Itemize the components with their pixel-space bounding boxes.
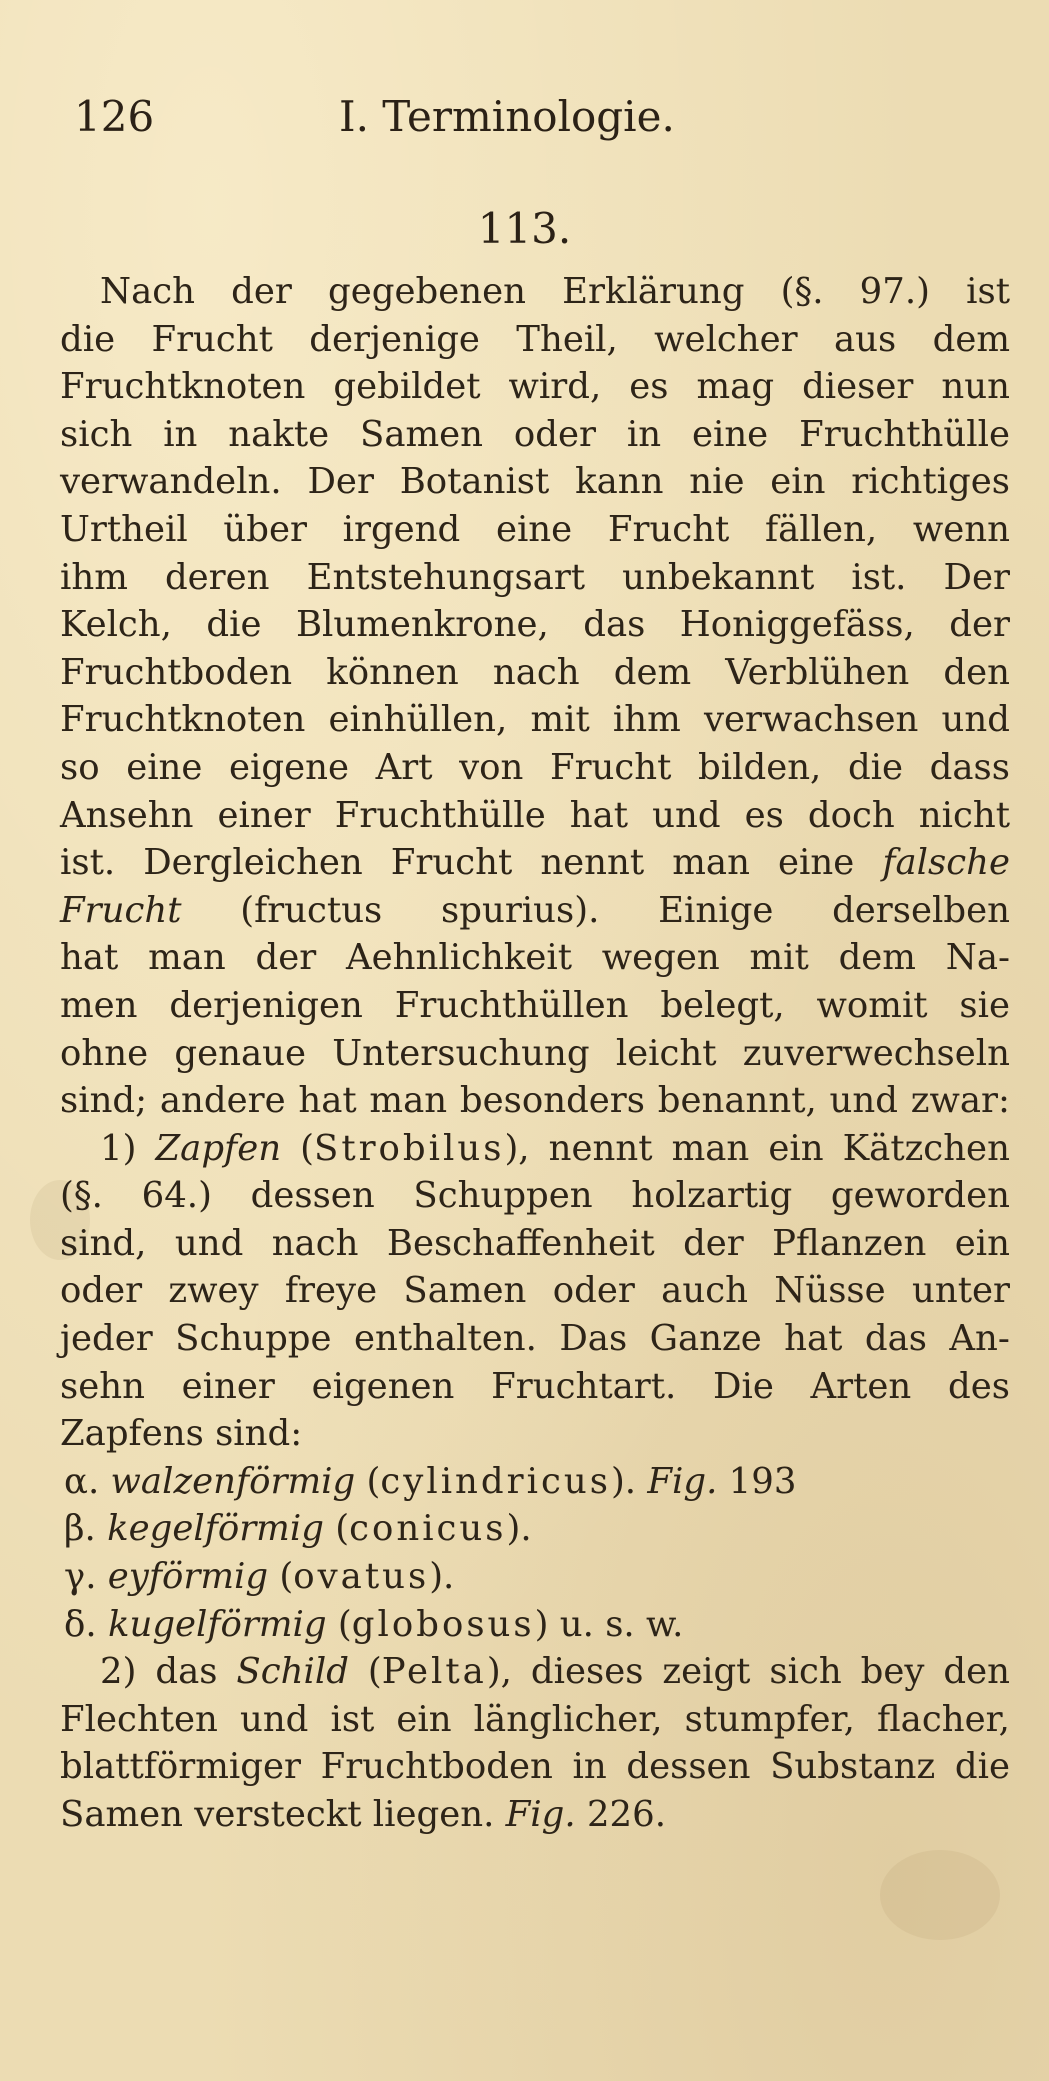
body-text [60,268,1010,1839]
word: besonders [459,1080,645,1122]
text-line [60,1077,1010,1125]
word: können [326,651,459,693]
text-run: ( [355,1460,381,1502]
text-line [60,411,1010,459]
word: 64.) [141,1175,212,1217]
word: blattförmiger [60,1746,301,1788]
text-run: δ. [64,1603,108,1645]
word: nach [492,651,580,693]
word: Frucht [390,842,513,884]
word: jeder [60,1318,153,1360]
text-line [60,1696,1010,1744]
word: nie [689,461,745,503]
text-line [60,1601,1010,1649]
word: Arten [810,1365,912,1407]
word: in [163,413,198,455]
word: hat [569,794,629,836]
text-line [60,601,1010,649]
word: geworden [830,1175,1010,1217]
word: gebildet [333,366,481,408]
word: andere [159,1080,286,1122]
word: Kätzchen [842,1127,1010,1169]
word: sehn [60,1365,145,1407]
word: das [864,1318,927,1360]
word: Der [943,556,1010,598]
word: Botanist [399,461,550,503]
word: doch [807,794,895,836]
word: hat [298,1080,357,1122]
word: Verblühen [725,651,910,693]
word: Ganze [649,1318,762,1360]
word: richtiges [851,461,1010,503]
word: man [148,937,226,979]
text-line [60,934,1010,982]
word: ist. [851,556,907,598]
text-run: conicus [349,1508,507,1550]
word: Einige [658,889,774,931]
word: sich [60,413,133,455]
word: 1) [100,1127,137,1169]
word: sie [959,984,1010,1026]
word: ist [966,271,1010,312]
word: Das [559,1318,628,1360]
word: zuverwechseln [742,1032,1010,1074]
word: das [155,1651,218,1693]
word: eigene [229,746,349,788]
word: belegt, [660,984,785,1026]
word: dem [838,937,916,979]
text-line [60,1363,1010,1411]
word: Untersuchung [332,1032,590,1074]
word: Frucht [549,746,672,788]
word: Samen [403,1270,527,1312]
word: mit [749,937,809,979]
word: Na- [945,937,1010,979]
word: länglicher, [473,1698,663,1740]
word: mit [530,699,590,741]
text-run: ). [610,1460,648,1502]
word: nicht [918,794,1010,836]
word: benannt, [657,1080,817,1122]
text-line [60,887,1010,935]
word: dass [929,746,1010,788]
word: womit [816,984,928,1026]
word: einhüllen, [328,699,508,741]
word: 97.) [859,271,930,312]
word: Nüsse [774,1270,886,1312]
text-run: kegelförmig [107,1508,324,1550]
text-line [60,1267,1010,1315]
text-line [60,1410,1010,1458]
word: Ansehn [60,794,194,836]
word: Theil, [516,318,618,360]
word: in [572,1746,607,1788]
word: oder [552,1270,635,1312]
text-line [60,696,1010,744]
text-run: α. [64,1460,111,1502]
word: zwar: [910,1080,1010,1122]
word: Zapfen [155,1127,282,1169]
word: Schild [236,1651,349,1693]
word: nun [941,366,1010,408]
word: verwachsen [703,699,919,741]
word: dieses [530,1651,644,1693]
word: ihm [612,699,681,741]
word: ein [768,1127,824,1169]
word: die [847,746,904,788]
running-header [74,92,1014,152]
word: sind, [60,1222,147,1264]
word: Fruchtboden [60,651,293,693]
word: genaue [174,1032,306,1074]
word: eine [691,413,769,455]
word: Aehnlichkeit [346,937,572,979]
word: Fruchtknoten [60,366,306,408]
word: welcher [654,318,798,360]
word: das [583,604,646,646]
word: Art [375,746,433,788]
word: derjenige [309,318,480,360]
word: Pflanzen [772,1222,927,1264]
word: Schuppe [175,1318,332,1360]
word: bey [860,1651,925,1693]
word: (§. [60,1175,103,1217]
word: freye [284,1270,378,1312]
section-title: I. Terminologie. [339,92,675,141]
text-run: ovatus [293,1556,430,1598]
word: es [629,366,669,408]
text-run: 193 [717,1460,797,1502]
word: des [948,1365,1010,1407]
text-line [60,316,1010,364]
word: nennt [540,842,645,884]
section-number: 113. [477,204,572,253]
word: eigenen [311,1365,455,1407]
word: Fruchthülle [334,794,546,836]
word: wenn [912,508,1010,550]
word: unbekannt [622,556,815,598]
text-line [60,1458,1010,1506]
word: ist [330,1698,375,1740]
word: eine [495,508,573,550]
text-run: 226. [575,1794,666,1835]
text-line [60,1505,1010,1553]
word: men [60,984,138,1026]
word: ein [770,461,826,503]
word: verwandeln. [60,461,282,503]
word: und [652,794,721,836]
word: Flechten [60,1698,218,1740]
word: Frucht [60,889,182,931]
word: und [239,1698,309,1740]
text-line [60,1791,1010,1839]
word: falsche [882,842,1010,884]
word: Nach [100,271,195,312]
word: Die [713,1365,774,1407]
text-run: Zapfens sind: [60,1413,303,1455]
word: Honiggefäss, [679,604,915,646]
word: dem [932,318,1010,360]
text-line [60,1648,1010,1696]
word: der [255,937,317,979]
text-run: Fig. [647,1460,718,1502]
text-line [60,1553,1010,1601]
word: oder [513,413,596,455]
word: nach [271,1222,359,1264]
word: der [683,1222,744,1264]
word: derjenigen [169,984,363,1026]
text-run: cylindricus [380,1460,611,1502]
word: leicht [615,1032,717,1074]
word: eine [126,746,203,788]
word: Beschaffenheit [386,1222,655,1264]
word: Entstehungsart [306,556,586,598]
word: dem [613,651,692,693]
text-run: Fig. [505,1794,576,1835]
word: Substanz [770,1746,936,1788]
word: hat [784,1318,843,1360]
word: (Pelta), [367,1651,512,1693]
word: der [949,604,1010,646]
text-line [60,458,1010,506]
word: und [829,1080,898,1122]
word: Fruchthüllen [394,984,629,1026]
word: Kelch, [60,604,172,646]
word: (Strobilus), [300,1127,530,1169]
word: von [459,746,524,788]
word: Fruchtart. [491,1365,677,1407]
word: man [671,1127,750,1169]
word: der [231,271,292,312]
text-line [60,1172,1010,1220]
word: Samen [360,413,484,455]
text-run: globosus [351,1603,535,1645]
text-line [60,506,1010,554]
word: enthalten. [353,1318,537,1360]
word: ein [954,1222,1010,1264]
word: spurius). [441,889,600,931]
text-line [60,1315,1010,1363]
word: den [943,651,1010,693]
word: sich [769,1651,842,1693]
text-line [60,1125,1010,1173]
word: eine [778,842,855,884]
word: wird, [508,366,602,408]
word: auch [661,1270,748,1312]
word: es [744,794,784,836]
word: man [369,1080,448,1122]
word: Frucht [607,508,730,550]
word: deren [164,556,270,598]
text-run: ) u. s. w. [534,1603,684,1645]
word: so [60,746,100,788]
paper-stain [880,1850,1000,1940]
word: den [943,1651,1010,1693]
word: zeigt [662,1651,751,1693]
text-run: ( [326,1603,352,1645]
text-line [60,792,1010,840]
word: nakte [228,413,330,455]
text-line [60,268,1010,316]
word: Blumenkrone, [295,604,549,646]
page-number: 126 [74,92,155,141]
word: und [941,699,1010,741]
text-run: β. [64,1508,108,1550]
word: Schuppen [413,1175,593,1217]
word: die [60,318,116,360]
text-run: ( [323,1508,350,1550]
word: Frucht [151,318,273,360]
word: derselben [832,889,1010,931]
text-run: Samen versteckt liegen. [60,1794,506,1835]
word: man [672,842,750,884]
word: Urtheil [60,508,188,550]
word: wegen [601,937,720,979]
text-line [60,554,1010,602]
word: die [206,604,262,646]
word: An- [949,1318,1010,1360]
text-run: ( [268,1556,294,1598]
word: ein [396,1698,452,1740]
text-run: γ. [64,1556,108,1598]
word: die [954,1746,1010,1788]
word: nennt [548,1127,653,1169]
word: Erklärung [562,271,745,312]
word: in [626,413,662,455]
text-line [60,1030,1010,1078]
word: mag [696,366,775,408]
word: Der [307,461,374,503]
word: bilden, [698,746,822,788]
word: unter [911,1270,1010,1312]
word: (§. [780,271,824,312]
word: Fruchthülle [799,413,1010,455]
word: irgend [342,508,461,550]
word: kann [575,461,664,503]
word: fällen, [764,508,878,550]
text-line [60,1743,1010,1791]
word: Dergleichen [143,842,363,884]
word: aus [834,318,897,360]
word: 2) [100,1651,137,1693]
word: holzartig [631,1175,793,1217]
word: flacher, [876,1698,1010,1740]
text-line [60,839,1010,887]
word: einer [181,1365,275,1407]
word: zwey [168,1270,259,1312]
word: ist. [60,842,116,884]
text-run: ). [429,1556,455,1598]
word: hat [60,937,119,979]
text-line [60,744,1010,792]
text-run: kugelförmig [107,1603,327,1645]
text-run: ). [506,1508,532,1550]
word: über [223,508,307,550]
word: ihm [60,556,128,598]
word: (fructus [240,889,383,931]
text-run: walzenförmig [110,1460,356,1502]
word: und [174,1222,244,1264]
word: oder [60,1270,143,1312]
text-line [60,1220,1010,1268]
word: dieser [802,366,914,408]
word: stumpfer, [684,1698,855,1740]
word: dessen [626,1746,751,1788]
word: ohne [60,1032,149,1074]
text-line [60,363,1010,411]
word: sind; [60,1080,148,1122]
word: Fruchtboden [320,1746,553,1788]
text-run: eyförmig [107,1556,269,1598]
word: dessen [250,1175,375,1217]
word: Fruchtknoten [60,699,306,741]
word: gegebenen [328,271,526,312]
text-line [60,982,1010,1030]
text-line [60,649,1010,697]
word: einer [217,794,311,836]
